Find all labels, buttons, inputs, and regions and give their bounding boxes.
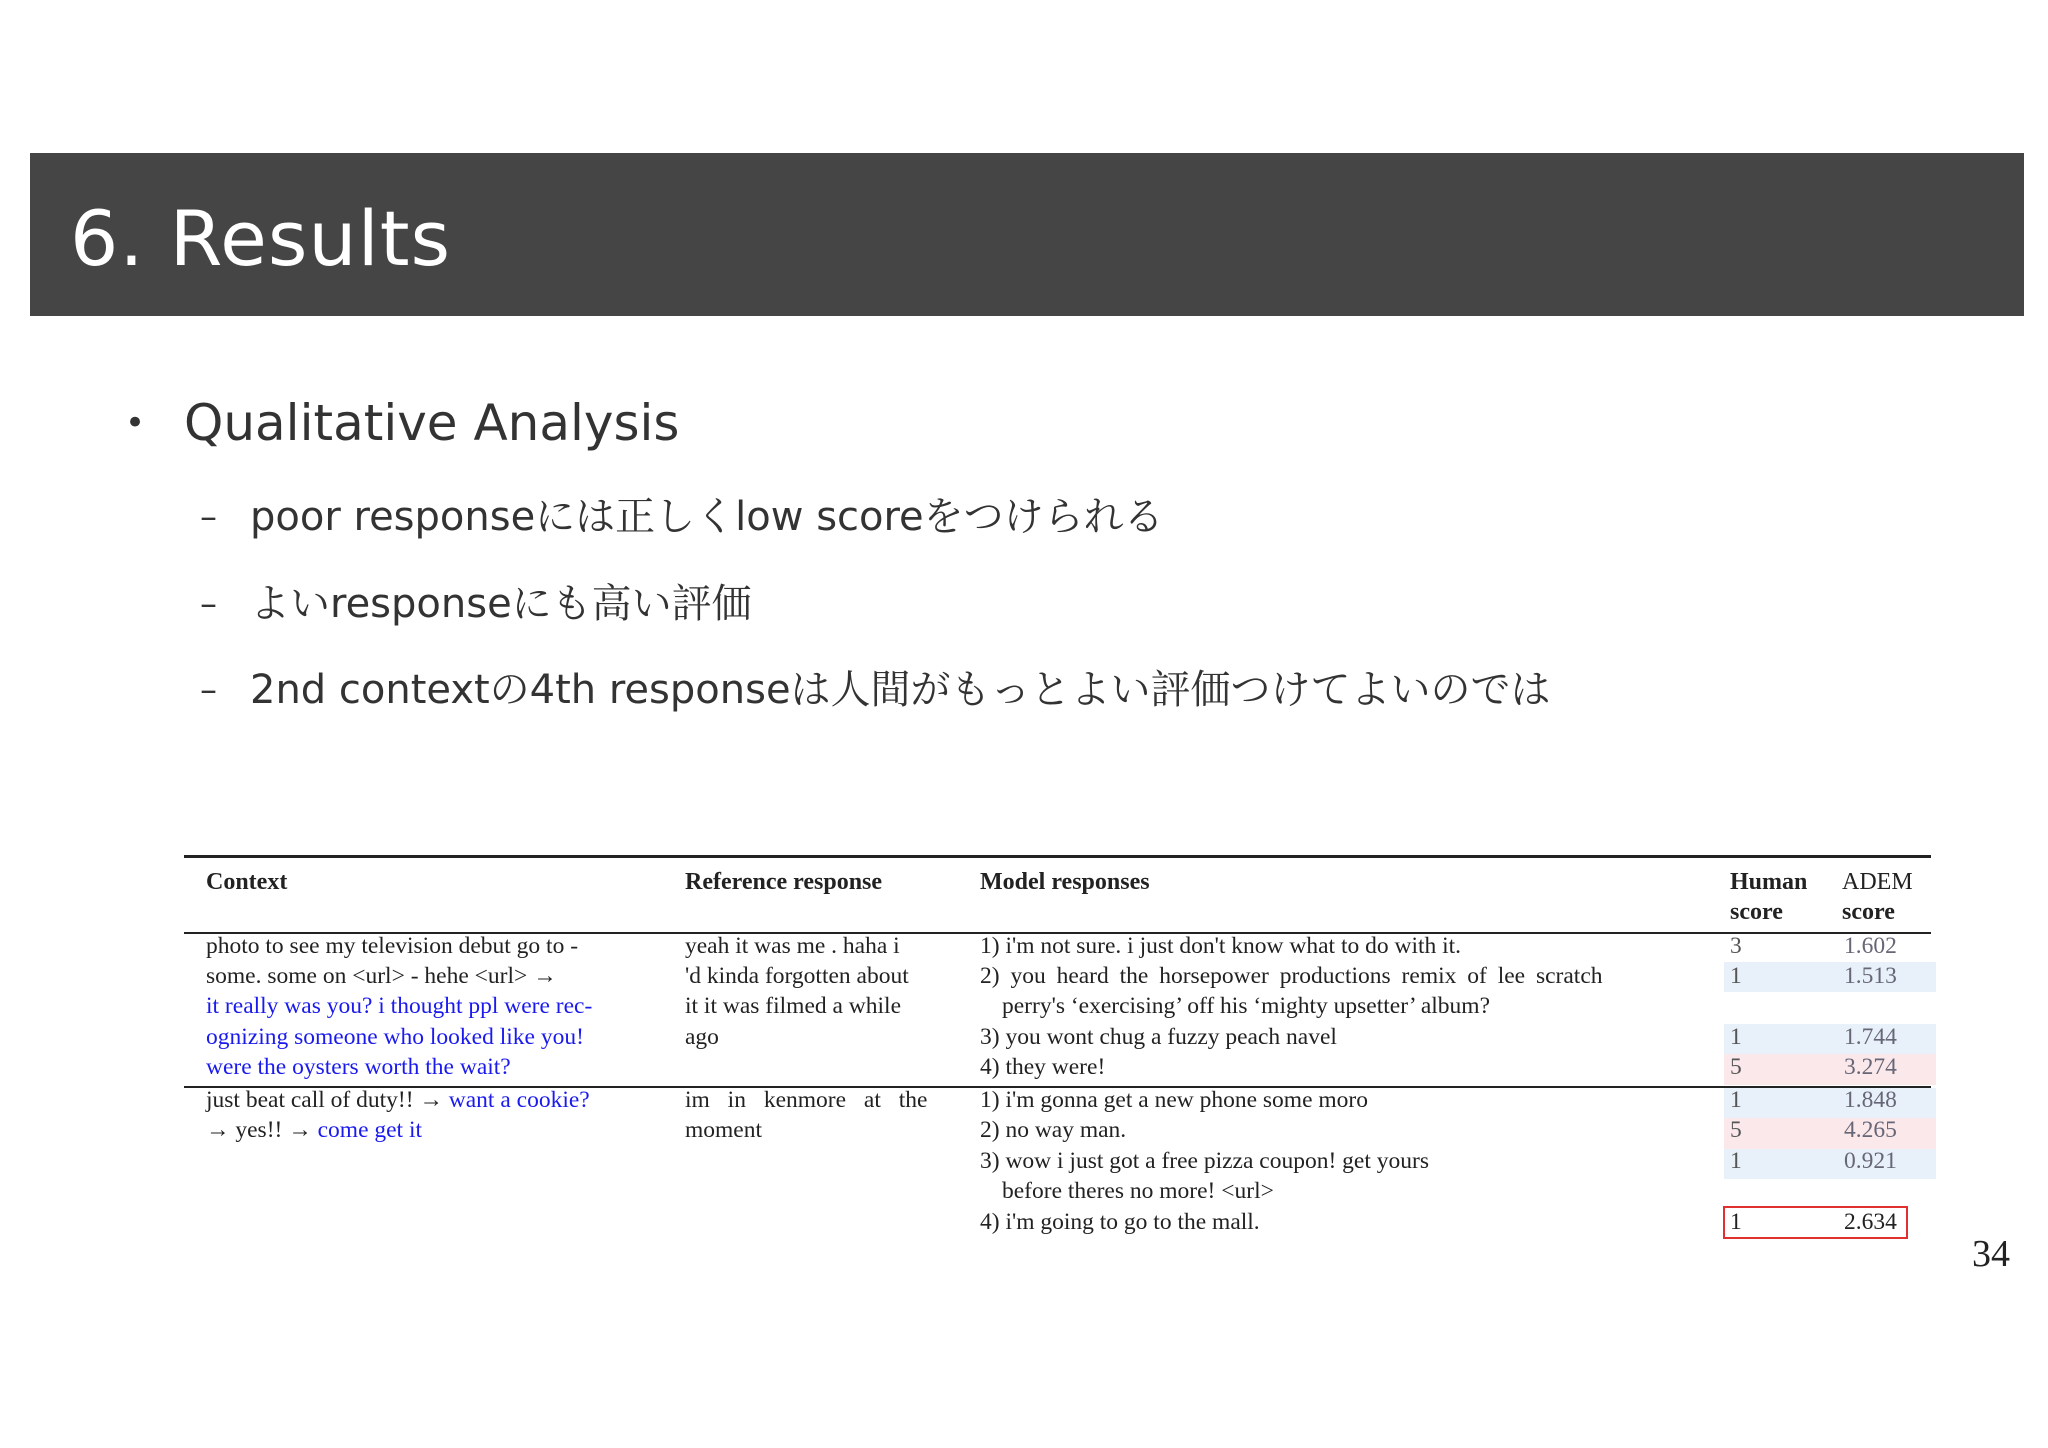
results-table [184, 855, 1931, 1245]
score-tint-red [1724, 1054, 1936, 1085]
context-line: photo to see my television debut go to - [206, 933, 579, 959]
header-reference: Reference response [685, 869, 883, 895]
header-adem-1: ADEM [1842, 869, 1913, 895]
adem-score: 4.265 [1844, 1117, 1897, 1143]
human-score: 5 [1730, 1117, 1742, 1143]
human-score: 5 [1730, 1054, 1742, 1080]
adem-score: 1.602 [1844, 933, 1897, 959]
bullet-item [125, 394, 680, 452]
context-line: ognizing someone who looked like you! [206, 1024, 584, 1050]
score-tint-blue [1724, 1149, 1936, 1179]
reference-line: yeah it was me . haha i [685, 933, 900, 959]
sub-item-text: 2nd contextの4th responseは人間がもっとよい評価つけてよいのでは [250, 667, 1551, 713]
sub-item-text: よいresponseにも高い評価 [250, 581, 752, 627]
model-response: 1) i'm gonna get a new phone some moro [980, 1087, 1368, 1113]
model-response: 3) you wont chug a fuzzy peach navel [980, 1024, 1337, 1050]
context-line: some. some on <url> - hehe <url> → [206, 963, 557, 989]
model-response: before theres no more! <url> [1002, 1178, 1274, 1204]
human-score: 1 [1730, 1087, 1742, 1113]
reference-line: moment [685, 1117, 763, 1143]
model-response: 3) wow i just got a free pizza coupon! get yours [980, 1148, 1429, 1174]
adem-score: 1.513 [1844, 963, 1897, 989]
adem-score: 0.921 [1844, 1148, 1897, 1174]
sub-item [200, 667, 1551, 713]
context-segment: want a cookie? [448, 1087, 590, 1113]
reference-line: ago [685, 1024, 719, 1050]
header-human-2: score [1730, 899, 1783, 925]
slide-title: 6. Results [70, 194, 452, 283]
adem-score: 2.634 [1844, 1209, 1897, 1235]
human-score: 1 [1730, 963, 1742, 989]
human-score: 1 [1730, 1148, 1742, 1174]
header-human-1: Human [1730, 869, 1808, 895]
context-line [206, 1115, 422, 1146]
model-response: 2) you heard the horsepower productions remix of lee scratch [980, 963, 1603, 989]
human-score: 3 [1730, 933, 1742, 959]
context-segment: → yes!! → [206, 1117, 318, 1143]
bullet-text: Qualitative Analysis [184, 394, 680, 452]
table-top-rule [184, 855, 1931, 858]
score-tint-blue [1724, 962, 1936, 992]
sub-item [200, 494, 1164, 540]
context-line [206, 1085, 590, 1116]
bullet-dot-icon: • [125, 403, 146, 443]
model-response: 4) they were! [980, 1054, 1106, 1080]
score-tint-blue [1724, 1024, 1936, 1054]
model-response: 2) no way man. [980, 1117, 1127, 1143]
header-adem-2: score [1842, 899, 1895, 925]
dash-icon: – [200, 670, 217, 710]
model-response: 4) i'm going to go to the mall. [980, 1209, 1260, 1235]
model-response: 1) i'm not sure. i just don't know what to do with it. [980, 933, 1462, 959]
context-segment: just beat call of duty!! → [206, 1087, 449, 1113]
context-segment: come get it [317, 1117, 423, 1143]
adem-score: 1.848 [1844, 1087, 1897, 1113]
reference-line: it it was filmed a while [685, 993, 902, 1019]
page-number: 34 [1972, 1233, 2010, 1275]
title-bar [30, 153, 2024, 316]
adem-score: 1.744 [1844, 1024, 1897, 1050]
adem-score: 3.274 [1844, 1054, 1897, 1080]
reference-line: im in kenmore at the [685, 1087, 928, 1113]
context-line: it really was you? i thought ppl were rec- [206, 993, 593, 1019]
model-response: perry's ‘exercising’ off his ‘mighty upsetter’ album? [1002, 993, 1491, 1019]
reference-line: 'd kinda forgotten about [685, 963, 909, 989]
score-tint-red [1724, 1118, 1936, 1149]
header-model: Model responses [980, 869, 1150, 895]
sub-item [200, 581, 752, 627]
dash-icon: – [200, 584, 217, 624]
sub-item-text: poor responseには正しくlow scoreをつけられる [250, 494, 1164, 540]
dash-icon: – [200, 497, 217, 537]
human-score: 1 [1730, 1209, 1742, 1235]
context-line: were the oysters worth the wait? [206, 1054, 511, 1080]
header-context: Context [206, 869, 288, 895]
human-score: 1 [1730, 1024, 1742, 1050]
score-tint-blue [1724, 1088, 1936, 1118]
